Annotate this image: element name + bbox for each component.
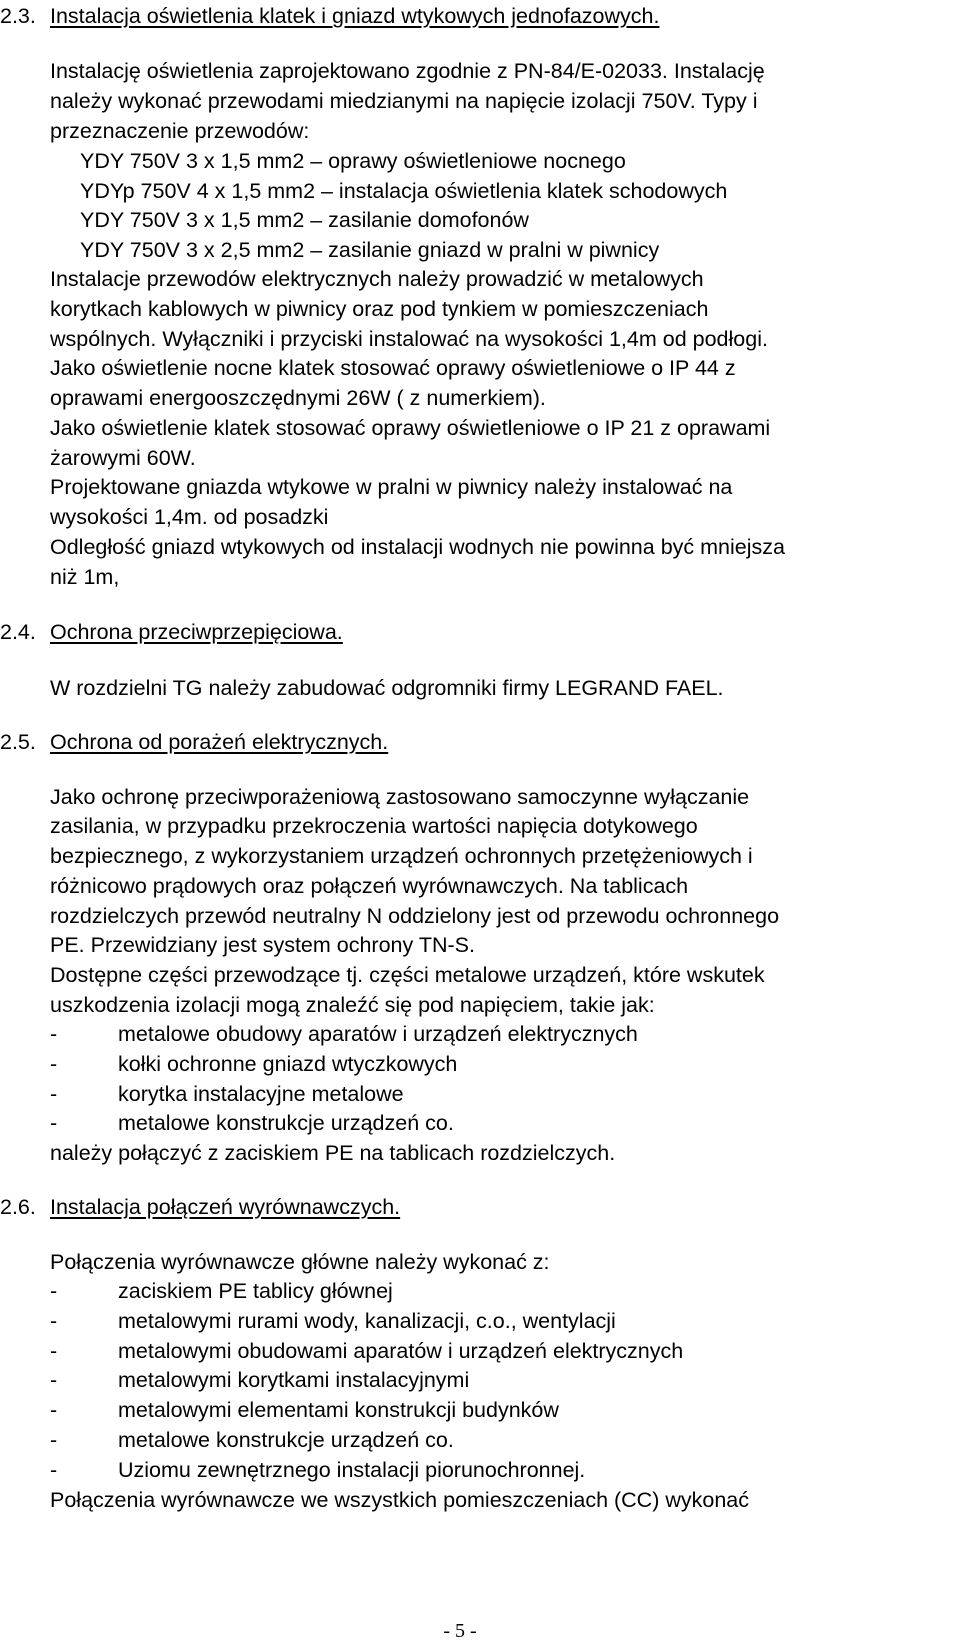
- paragraph-line: Połączenia wyrównawcze we wszystkich pomieszczeniach (CC) wykonać: [50, 1488, 749, 1512]
- section-heading: Ochrona od porażeń elektrycznych.: [50, 730, 389, 754]
- section-number: 2.4.: [0, 620, 36, 644]
- list-item: metalowe obudowy aparatów i urządzeń elektrycznych: [118, 1022, 638, 1046]
- section-number: 2.5.: [0, 730, 36, 754]
- section-number: 2.6.: [0, 1195, 36, 1219]
- list-bullet: -: [50, 1339, 58, 1363]
- cable-spec-line: YDY 750V 3 x 2,5 mm2 – zasilanie gniazd w pralni w piwnicy: [80, 238, 660, 262]
- list-bullet: -: [50, 1398, 58, 1422]
- paragraph-line: Jako oświetlenie klatek stosować oprawy oświetleniowe o IP 21 z oprawami: [50, 416, 771, 440]
- paragraph-line: PE. Przewidziany jest system ochrony TN-S.: [50, 933, 475, 957]
- list-item: zaciskiem PE tablicy głównej: [118, 1279, 393, 1303]
- list-item: metalowe konstrukcje urządzeń co.: [118, 1111, 454, 1135]
- paragraph-line: niż 1m,: [50, 565, 120, 589]
- section-number: 2.3.: [0, 4, 36, 28]
- cable-spec-line: YDY 750V 3 x 1,5 mm2 – zasilanie domofonów: [80, 208, 529, 232]
- paragraph-line: Odległość gniazd wtykowych od instalacji wodnych nie powinna być mniejsza: [50, 535, 785, 559]
- paragraph-line: Instalację oświetlenia zaprojektowano zgodnie z PN-84/E-02033. Instalację: [50, 59, 765, 83]
- list-bullet: -: [50, 1458, 58, 1482]
- list-item: kołki ochronne gniazd wtyczkowych: [118, 1052, 458, 1076]
- list-bullet: -: [50, 1309, 58, 1333]
- page-number: - 5 -: [443, 1620, 477, 1642]
- section-heading: Instalacja oświetlenia klatek i gniazd wtykowych jednofazowych.: [50, 4, 660, 28]
- list-bullet: -: [50, 1052, 58, 1076]
- paragraph-line: różnicowo prądowych oraz połączeń wyrównawczych. Na tablicach: [50, 874, 689, 898]
- paragraph-line: żarowymi 60W.: [50, 446, 196, 470]
- list-item: metalowymi elementami konstrukcji budynków: [118, 1398, 559, 1422]
- paragraph-line: wspólnych. Wyłączniki i przyciski instalować na wysokości 1,4m od podłogi.: [50, 327, 768, 351]
- list-bullet: -: [50, 1111, 58, 1135]
- list-bullet: -: [50, 1022, 58, 1046]
- paragraph-line: zasilania, w przypadku przekroczenia wartości napięcia dotykowego: [50, 814, 698, 838]
- page-footer: [0, 1617, 960, 1645]
- cable-spec-line: YDYp 750V 4 x 1,5 mm2 – instalacja oświetlenia klatek schodowych: [80, 179, 728, 203]
- section-heading: Ochrona przeciwprzepięciowa.: [50, 620, 343, 644]
- paragraph-line: Połączenia wyrównawcze główne należy wykonać z:: [50, 1250, 550, 1274]
- paragraph-line: Jako oświetlenie nocne klatek stosować oprawy oświetleniowe o IP 44 z: [50, 356, 736, 380]
- paragraph-line: przeznaczenie przewodów:: [50, 119, 310, 143]
- list-item: Uziomu zewnętrznego instalacji piorunochronnej.: [118, 1458, 586, 1482]
- list-bullet: -: [50, 1368, 58, 1392]
- list-item: korytka instalacyjne metalowe: [118, 1082, 404, 1106]
- section-heading: Instalacja połączeń wyrównawczych.: [50, 1195, 401, 1219]
- paragraph-line: Instalacje przewodów elektrycznych należy prowadzić w metalowych: [50, 267, 704, 291]
- paragraph-line: wysokości 1,4m. od posadzki: [50, 505, 329, 529]
- list-item: metalowe konstrukcje urządzeń co.: [118, 1428, 454, 1452]
- list-bullet: -: [50, 1279, 58, 1303]
- paragraph-line: uszkodzenia izolacji mogą znaleźć się pod napięciem, takie jak:: [50, 993, 655, 1017]
- list-item: metalowymi korytkami instalacyjnymi: [118, 1368, 470, 1392]
- list-item: metalowymi rurami wody, kanalizacji, c.o., wentylacji: [118, 1309, 616, 1333]
- list-bullet: -: [50, 1428, 58, 1452]
- list-bullet: -: [50, 1082, 58, 1106]
- paragraph-line: W rozdzielni TG należy zabudować odgromniki firmy LEGRAND FAEL.: [50, 676, 724, 700]
- paragraph-line: rozdzielczych przewód neutralny N oddzielony jest od przewodu ochronnego: [50, 904, 780, 928]
- paragraph-line: oprawami energooszczędnymi 26W ( z numerkiem).: [50, 386, 546, 410]
- paragraph-line: Projektowane gniazda wtykowe w pralni w piwnicy należy instalować na: [50, 475, 733, 499]
- paragraph-line: bezpiecznego, z wykorzystaniem urządzeń ochronnych przetężeniowych i: [50, 844, 753, 868]
- paragraph-line: Dostępne części przewodzące tj. części metalowe urządzeń, które wskutek: [50, 963, 765, 987]
- paragraph-line: korytkach kablowych w piwnicy oraz pod tynkiem w pomieszczeniach: [50, 297, 709, 321]
- paragraph-line: należy połączyć z zaciskiem PE na tablicach rozdzielczych.: [50, 1141, 616, 1165]
- list-item: metalowymi obudowami aparatów i urządzeń elektrycznych: [118, 1339, 684, 1363]
- cable-spec-line: YDY 750V 3 x 1,5 mm2 – oprawy oświetleniowe nocnego: [80, 149, 626, 173]
- paragraph-line: należy wykonać przewodami miedzianymi na napięcie izolacji 750V. Typy i: [50, 89, 758, 113]
- paragraph-line: Jako ochronę przeciwporażeniową zastosowano samoczynne wyłączanie: [50, 785, 750, 809]
